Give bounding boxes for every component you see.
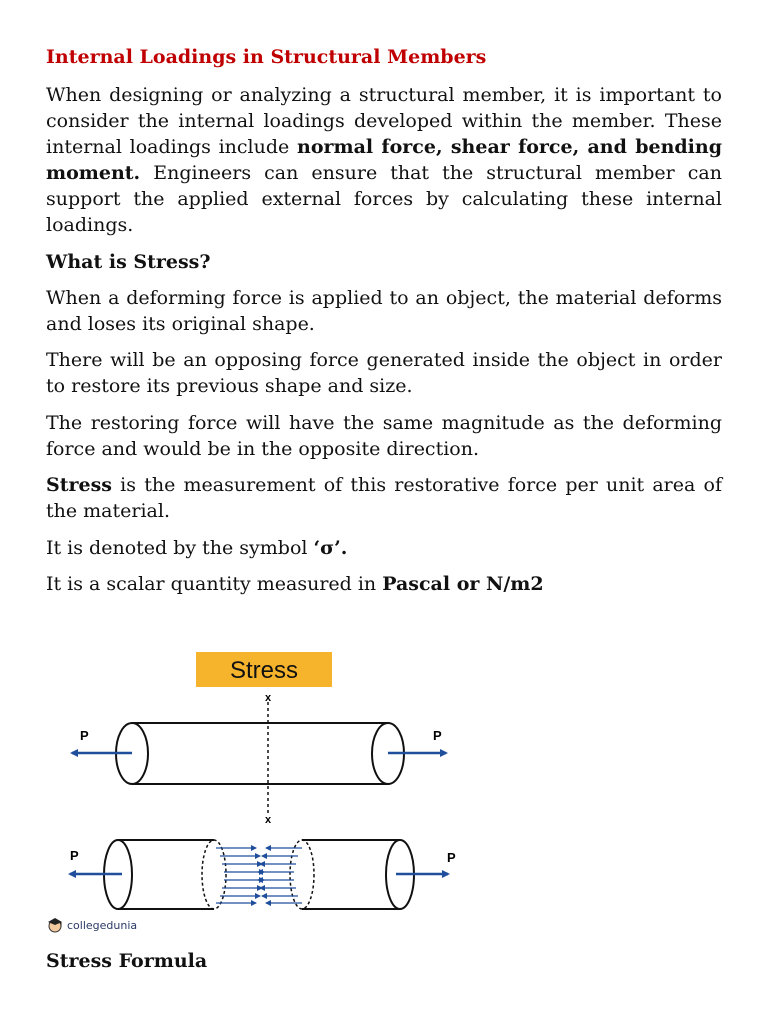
section-mark-top: x	[264, 692, 272, 704]
stress-diagram-svg	[40, 648, 480, 948]
intro-text-b: Engineers can ensure that the structural member can support the applied external forces by calculating these internal loadings.	[46, 162, 722, 236]
stress-paragraph-1: When a deforming force is applied to an object, the material deforms and loses its original shape.	[46, 287, 722, 335]
unit-text: It is a scalar quantity measured in	[46, 573, 383, 595]
stress-diagram	[40, 648, 480, 948]
right-cut-segment	[290, 840, 414, 909]
section-mark-bottom: x	[264, 814, 272, 826]
stress-heading: What is Stress?	[46, 251, 211, 273]
full-cylinder	[116, 723, 404, 784]
left-cut-segment	[104, 840, 226, 909]
stress-formula-heading: Stress Formula	[46, 950, 208, 972]
stress-term: Stress	[46, 474, 112, 496]
internal-stress-arrows-right	[258, 848, 302, 903]
brand-name: collegedunia	[67, 918, 138, 932]
stress-banner-label: Stress	[229, 657, 299, 684]
symbol-text: It is denoted by the symbol	[46, 537, 314, 559]
internal-stress-arrows-left	[216, 848, 264, 903]
brand-watermark	[46, 916, 137, 934]
section-heading: Internal Loadings in Structural Members	[46, 46, 487, 68]
stress-symbol-paragraph	[46, 535, 722, 561]
stress-paragraph-3: The restoring force will have the same magnitude as the deforming force and would be in the opposite direction.	[46, 412, 722, 460]
stress-unit-paragraph	[46, 571, 722, 597]
force-label-right-bottom: P	[447, 850, 456, 865]
unit-value: Pascal or N/m2	[382, 573, 544, 595]
stress-paragraph-2: There will be an opposing force generated inside the object in order to restore its previous shape and size.	[46, 349, 722, 397]
force-label-left-top: P	[80, 728, 89, 743]
force-label-left-bottom: P	[70, 848, 79, 863]
stress-definition-paragraph	[46, 472, 722, 524]
stress-definition-text: is the measurement of this restorative force per unit area of the material.	[46, 474, 722, 522]
sigma-symbol: ‘σ’.	[313, 537, 348, 559]
collegedunia-logo-icon	[46, 916, 64, 934]
force-label-right-top: P	[433, 728, 442, 743]
intro-bold-terms: normal force, shear force, and bending moment.	[46, 136, 722, 184]
intro-paragraph	[46, 82, 722, 238]
intro-text-a: When designing or analyzing a structural member, it is important to consider the internal loadings developed within the member. These internal loadings include	[46, 84, 722, 158]
